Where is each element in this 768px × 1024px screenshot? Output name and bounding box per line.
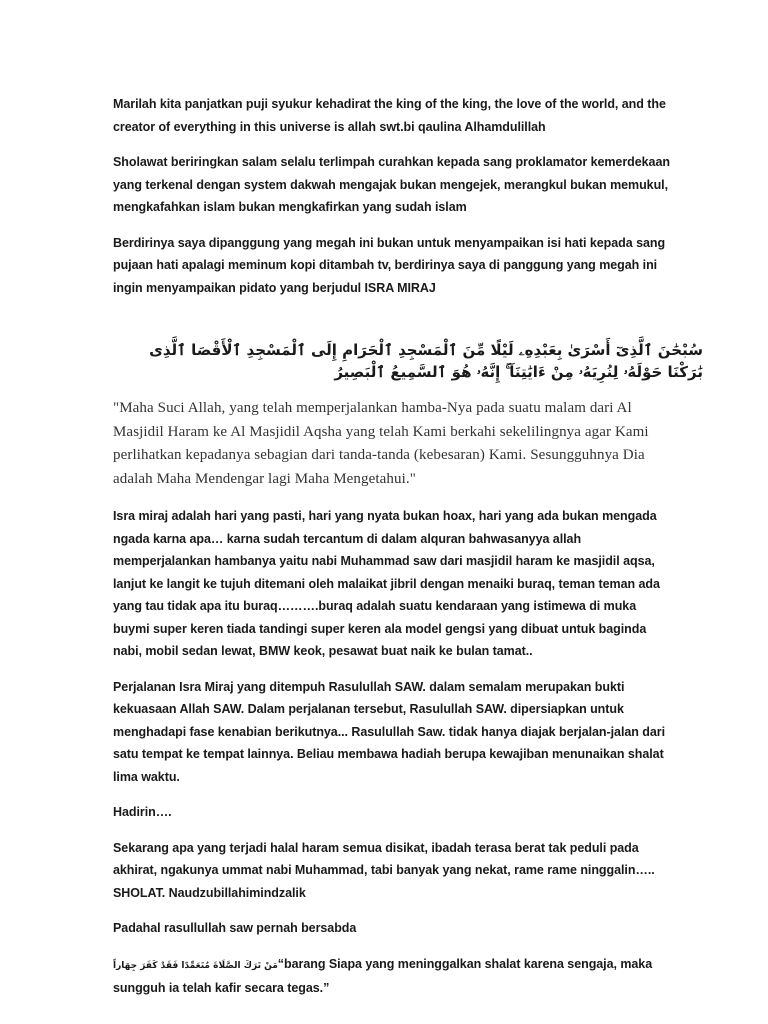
hadith-arabic-text: مَنْ تَرَكَ الصَّلَاةَ مُتَعَمِّدًا فَقَدْ كَفَرَ جِهَاراً: [113, 960, 278, 971]
opening-praise-paragraph: Marilah kita panjatkan puji syukur kehadirat the king of the king, the love of the world, and the creator of everything in this universe is allah swt.bi qaulina Alhamdulillah: [113, 97, 666, 134]
speech-intro-paragraph: Berdirinya saya dipanggung yang megah ini bukan untuk menyampaikan isi hati kepada sang pujaan hati apalagi meminum kopi ditambah tv, berdirinya saya di panggung yang megah ini ingin menyampaikan pidato yang berjudul ISRA MIRAJ: [113, 235, 666, 295]
journey-paragraph: Perjalanan Isra Miraj yang ditempuh Rasulullah SAW. dalam semalam merupakan bukti kekuasaan Allah SAW. Dalam perjalanan tersebut, Rasulullah SAW. dipersiapkan untuk menghadapi fase kenabian berikutnya... Rasulullah Saw. tidak hanya diajak berjalan-jalan dari satu tempat ke tempat lainnya. Beliau membawa hadiah berupa kewajiban menunaikan shalat lima waktu.: [113, 679, 666, 784]
hadirin-paragraph: Hadirin….: [113, 805, 172, 819]
hadith-translation-text: “barang Siapa yang meninggalkan shalat karena sengaja, maka sungguh ia telah kafir secara tegas.”: [113, 956, 653, 995]
current-state-paragraph: Sekarang apa yang terjadi halal haram semua disikat, ibadah terasa berat tak peduli pada akhirat, ngakunya ummat nabi Muhammad, tabi banyak yang nekat, rame rame ninggalin….. SHOLAT. Naudzubillahimindzalik: [113, 840, 655, 900]
hadith-intro-paragraph: Padahal rasullullah saw pernah bersabda: [113, 921, 357, 935]
verse-translation: "Maha Suci Allah, yang telah memperjalankan hamba-Nya pada suatu malam dari Al Masjidil Haram ke Al Masjidil Aqsha yang telah Kami berkahi sekelilingnya agar Kami perlihatkan kepadanya sebagian dari tanda-tanda (kebesaran) Kami. Sesungguhnya Dia adalah Maha Mendengar lagi Maha Mengetahui.": [113, 400, 649, 487]
isra-miraj-explanation-paragraph: Isra miraj adalah hari yang pasti, hari yang nyata bukan hoax, hari yang ada bukan mengada ngada karna apa… karna sudah tercantum di dalam alquran bahwasanyya allah memperjalankan hambanya yaitu nabi Muhammad saw dari masjidil haram ke masjidil aqsa, lanjut ke langit ke tujuh ditemani oleh malaikat jibril dengan menaiki buraq, teman teman ada yang tau tidak apa itu buraq……….buraq adalah suatu kendaraan yang istimewa di muka buymi super keren tiada tandingi super keren ala model gengsi yang dibuat untuk baginda nabi, mobil sedan lewat, BMW keok, pesawat buat naik ke bulan tamat..: [113, 509, 660, 658]
hadith-paragraph: [113, 953, 673, 1000]
document-body: [113, 93, 703, 1013]
quran-verse-arabic: سُبْحَٰنَ ٱلَّذِىٓ أَسْرَىٰ بِعَبْدِهِۦ لَيْلًا مِّنَ ٱلْمَسْجِدِ ٱلْحَرَامِ إِلَى ٱلْمَسْجِدِ ٱلْأَقْصَا ٱلَّذِى بَٰرَكْنَا حَوْلَهُۥ لِنُرِيَهُۥ مِنْ ءَايَٰتِنَآ ۚ إِنَّهُۥ هُوَ ٱلسَّمِيعُ ٱلْبَصِيرُ: [149, 341, 703, 381]
sholawat-paragraph: Sholawat beriringkan salam selalu terlimpah curahkan kepada sang proklamator kemerdekaan yang terkenal dengan system dakwah mengajak bukan mengejek, merangkul bukan memukul, mengkafahkan islam bukan mengkafirkan yang sudah islam: [113, 155, 670, 214]
